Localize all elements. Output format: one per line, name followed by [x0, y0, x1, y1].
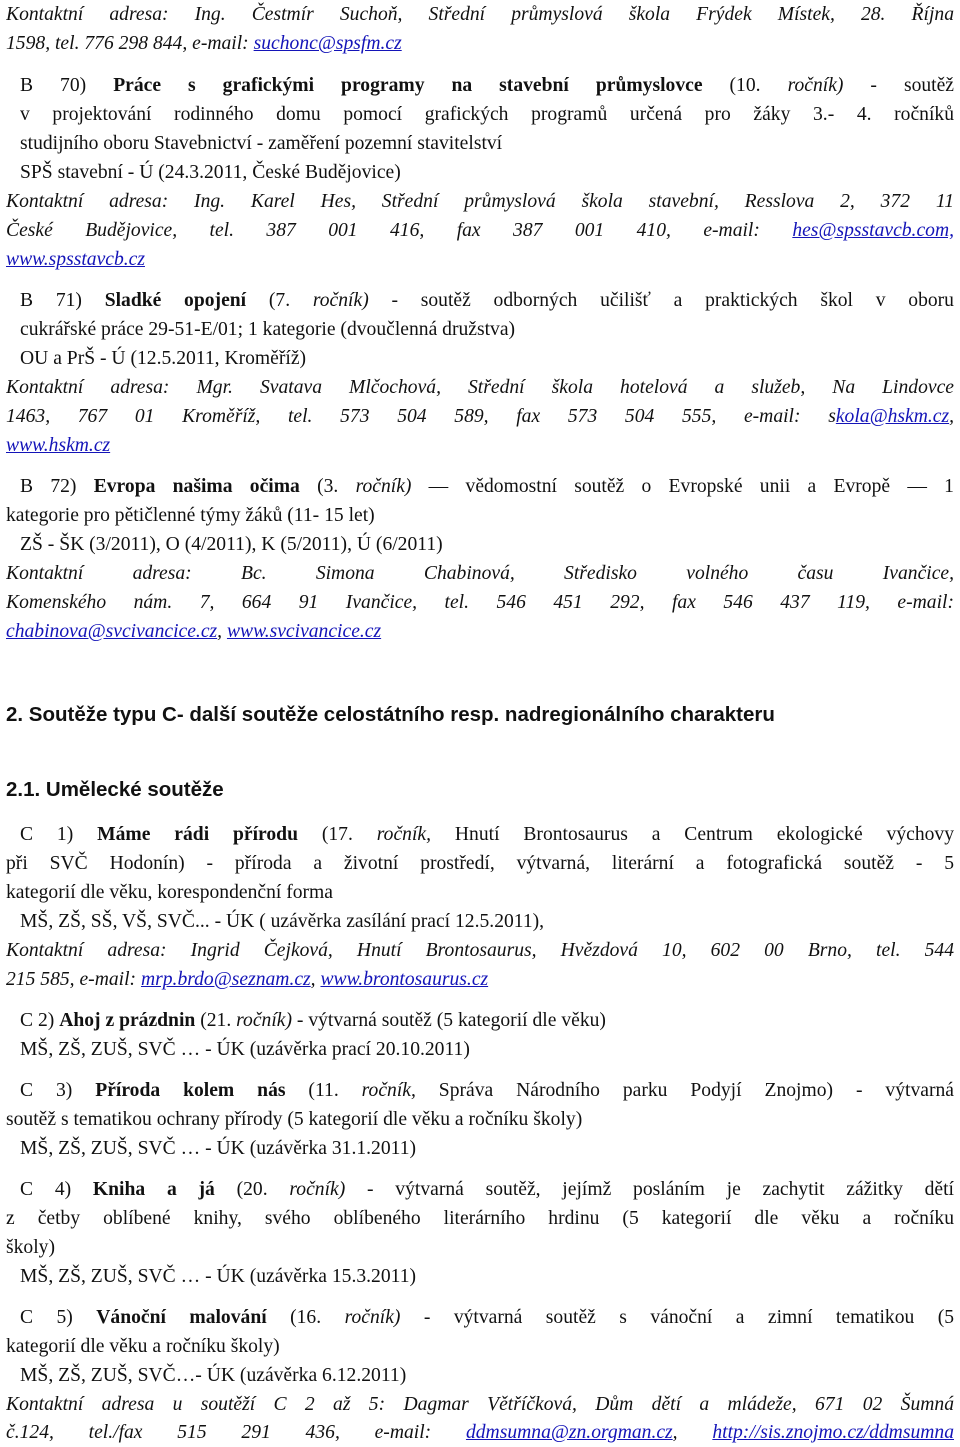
c3-title: Příroda kolem nás: [95, 1080, 286, 1101]
b72-contact-line2: Komenského nám. 7, 664 91 Ivančice, tel. 546 451 292, fax 546 437 119, e-mail:: [6, 592, 954, 613]
c4-desc-line3: školy): [6, 1237, 55, 1258]
b71-title: Sladké opojení: [104, 290, 247, 311]
b70-year-word: ročník): [787, 75, 844, 96]
c3-desc-line2: soutěž s tematikou ochrany přírody (5 kategorií dle věku a ročníku školy): [6, 1109, 583, 1130]
b70-contact-text: České Budějovice, tel. 387 001 416, fax 387 001 410, e-mail:: [6, 220, 793, 241]
b71-heading: [20, 286, 954, 315]
c3-desc-tail: Správa Národního parku Podyjí Znojmo) - výtvarná: [438, 1080, 954, 1101]
c5-year-word: ročník): [344, 1307, 401, 1328]
c3-year-word: ročník,: [361, 1080, 416, 1101]
intro-email-link[interactable]: suchonc@spsfm.cz: [253, 33, 402, 54]
b72-code: B 72): [20, 476, 77, 497]
c3-heading: [20, 1076, 954, 1105]
b72-contact-line1: Kontaktní adresa: Bc. Simona Chabinová, Středisko volného času Ivančice,: [6, 563, 954, 584]
b71-web-line: [6, 431, 954, 460]
b71-web-link[interactable]: www.hskm.cz: [6, 435, 111, 456]
b71-contact-line2: 1463, 767 01 Kroměříž, tel. 573 504 589, fax 573 504 555, e-mail: skola@hskm.cz,: [6, 406, 954, 427]
intro-contact-line1: Kontaktní adresa: Ing. Čestmír Suchoň, Střední průmyslová škola Frýdek Místek, 28. Října: [6, 4, 954, 25]
b71-event: OU a PrŠ - Ú (12.5.2011, Kroměříž): [20, 348, 307, 369]
c2-code: C 2): [20, 1010, 55, 1031]
intro-contact-text: 1598, tel. 776 298 844, e-mail:: [6, 33, 254, 54]
c1-event: MŠ, ZŠ, SŠ, VŠ, SVČ... - ÚK ( uzávěrka zasílání prací 12.5.2011),: [20, 911, 545, 932]
c4-event: MŠ, ZŠ, ZUŠ, SVČ … - ÚK (uzávěrka 15.3.2011): [20, 1266, 417, 1287]
c4-title: Kniha a já: [92, 1179, 215, 1200]
c1-desc-line2: při SVČ Hodonín) - příroda a životní prostředí, výtvarná, literární a fotografická soutěž - 5: [6, 853, 954, 874]
c1-code: C 1): [20, 824, 74, 845]
c5-email-link[interactable]: ddmsumna@zn.orgman.cz: [465, 1422, 673, 1443]
b72-title: Evropa našima očima: [93, 476, 300, 497]
c5-event: MŠ, ZŠ, ZUŠ, SVČ…- ÚK (uzávěrka 6.12.2011): [20, 1365, 407, 1386]
c1-email-link[interactable]: mrp.brdo@seznam.cz: [140, 969, 311, 990]
c4-year-word: ročník): [289, 1179, 346, 1200]
c3-code: C 3): [20, 1080, 73, 1101]
c4-desc-line2: z četby oblíbené knihy, svého oblíbeného literárního hrdinu (5 kategorií dle věku a ročníku: [6, 1208, 954, 1229]
b70-event: SPŠ stavební - Ú (24.3.2011, České Budějovice): [20, 162, 401, 183]
b71-desc-tail: - soutěž odborných učilišť a praktických škol v oboru: [391, 290, 954, 311]
c5-code: C 5): [20, 1307, 73, 1328]
b72-year-word: ročník): [355, 476, 412, 497]
c1-contact-line2: 215 585, e-mail: mrp.brdo@seznam.cz, www.brontosaurus.cz: [6, 969, 489, 990]
b70-desc-tail: - soutěž: [870, 75, 954, 96]
b71-code: B 71): [20, 290, 82, 311]
b72-web-link[interactable]: www.svcivancice.cz: [226, 621, 382, 642]
c5-web-link[interactable]: http://sis.znojmo.cz/ddmsumna: [712, 1422, 954, 1443]
c2-title: Ahoj z prázdnin: [59, 1010, 196, 1031]
b70-code: B 70): [20, 75, 87, 96]
c4-code: C 4): [20, 1179, 72, 1200]
b71-year: (7.: [268, 290, 291, 311]
c3-event: MŠ, ZŠ, ZUŠ, SVČ … - ÚK (uzávěrka 31.1.2011): [20, 1138, 417, 1159]
c5-heading: [20, 1303, 954, 1332]
b72-event: ZŠ - ŠK (3/2011), O (4/2011), K (5/2011), Ú (6/2011): [20, 534, 443, 555]
c3-year: (11.: [308, 1080, 339, 1101]
c4-heading: [20, 1175, 954, 1204]
b70-year: (10.: [729, 75, 761, 96]
c5-year: (16.: [290, 1307, 322, 1328]
c5-desc-tail: - výtvarná soutěž s vánoční a zimní tematikou (5: [423, 1307, 954, 1328]
c1-contact-text: 215 585, e-mail:: [6, 969, 141, 990]
b71-email-link[interactable]: kola@hskm.cz: [835, 406, 950, 427]
b70-contact-line1: Kontaktní adresa: Ing. Karel Hes, Střední průmyslová škola stavební, Resslova 2, 372 11: [6, 191, 954, 212]
c5-contact-line2: č.124, tel./fax 515 291 436, e-mail: ddmsumna@zn.orgman.cz, http://sis.znojmo.cz/ddmsumna: [6, 1422, 954, 1443]
c1-contact-line1: Kontaktní adresa: Ingrid Čejková, Hnutí Brontosaurus, Hvězdová 10, 602 00 Brno, tel. 544: [6, 940, 954, 961]
c2-event: MŠ, ZŠ, ZUŠ, SVČ … - ÚK (uzávěrka prací 20.10.2011): [20, 1039, 470, 1060]
b71-desc-line2: cukrářské práce 29-51-E/01; 1 kategorie (dvoučlenná družstva): [20, 319, 516, 340]
section21-heading: 2.1. Umělecké soutěže: [6, 778, 224, 801]
b70-title: Práce s grafickými programy na stavební průmyslovce: [113, 75, 703, 96]
b70-web-link[interactable]: www.spsstavcb.cz: [6, 249, 145, 270]
c1-desc-tail: Hnutí Brontosaurus a Centrum ekologické výchovy: [454, 824, 954, 845]
b70-web-line: [6, 245, 954, 274]
b70-email-link[interactable]: hes@spsstavcb.com,: [792, 220, 954, 241]
c5-contact-line1: Kontaktní adresa u soutěží C 2 až 5: Dagmar Větříčková, Dům dětí a mládeže, 671 02 Šumná: [6, 1394, 954, 1415]
c1-year-word: ročník,: [376, 824, 431, 845]
intro-contact-line2: [6, 29, 954, 58]
b72-desc-tail: — vědomostní soutěž o Evropské unii a Evropě — 1: [428, 476, 954, 497]
section2-heading: 2. Soutěže typu C- další soutěže celostátního resp. nadregionálního charakteru: [6, 703, 775, 726]
b71-contact-text: 1463, 767 01 Kroměříž, tel. 573 504 589, fax 573 504 555, e-mail: s: [6, 406, 836, 427]
b70-contact-line2: [6, 216, 954, 245]
b70-desc-line3: studijního oboru Stavebnictví - zaměření pozemní stavitelství: [20, 133, 503, 154]
b72-year: (3.: [317, 476, 339, 497]
c5-title: Vánoční malování: [96, 1307, 267, 1328]
b70-heading: [20, 71, 954, 100]
c2-desc-tail: - výtvarná soutěž (5 kategorií dle věku): [296, 1010, 606, 1031]
b71-year-word: ročník): [312, 290, 369, 311]
c1-desc-line3: kategorií dle věku, korespondenční forma: [6, 882, 333, 903]
c1-title: Máme rádi přírodu: [97, 824, 298, 845]
b70-desc-line2: v projektování rodinného domu pomocí grafických programů určená pro žáky 3.- 4. ročníků: [20, 104, 954, 125]
c1-heading: [20, 820, 954, 849]
b72-desc-line2: kategorie pro pětičlenné týmy žáků (11- 15 let): [6, 505, 375, 526]
c2-year-word: ročník): [236, 1010, 292, 1031]
c5-desc-line2: kategorií dle věku a ročníku školy): [6, 1336, 280, 1357]
c1-year: (17.: [321, 824, 353, 845]
b72-heading: [20, 472, 954, 501]
b72-email-link[interactable]: chabinova@svcivancice.cz: [6, 621, 218, 642]
c2-heading: [20, 1006, 954, 1035]
c4-year: (20.: [236, 1179, 268, 1200]
c5-contact-text: č.124, tel./fax 515 291 436, e-mail:: [6, 1422, 466, 1443]
b72-link-line: chabinova@svcivancice.cz, www.svcivancice.cz: [6, 621, 382, 642]
c4-desc-tail: - výtvarná soutěž, jejímž posláním je zachytit zážitky dětí: [367, 1179, 954, 1200]
b71-contact-line1: Kontaktní adresa: Mgr. Svatava Mlčochová, Střední škola hotelová a služeb, Na Lindovce: [6, 377, 954, 398]
c1-web-link[interactable]: www.brontosaurus.cz: [320, 969, 489, 990]
c2-year: (21.: [200, 1010, 232, 1031]
